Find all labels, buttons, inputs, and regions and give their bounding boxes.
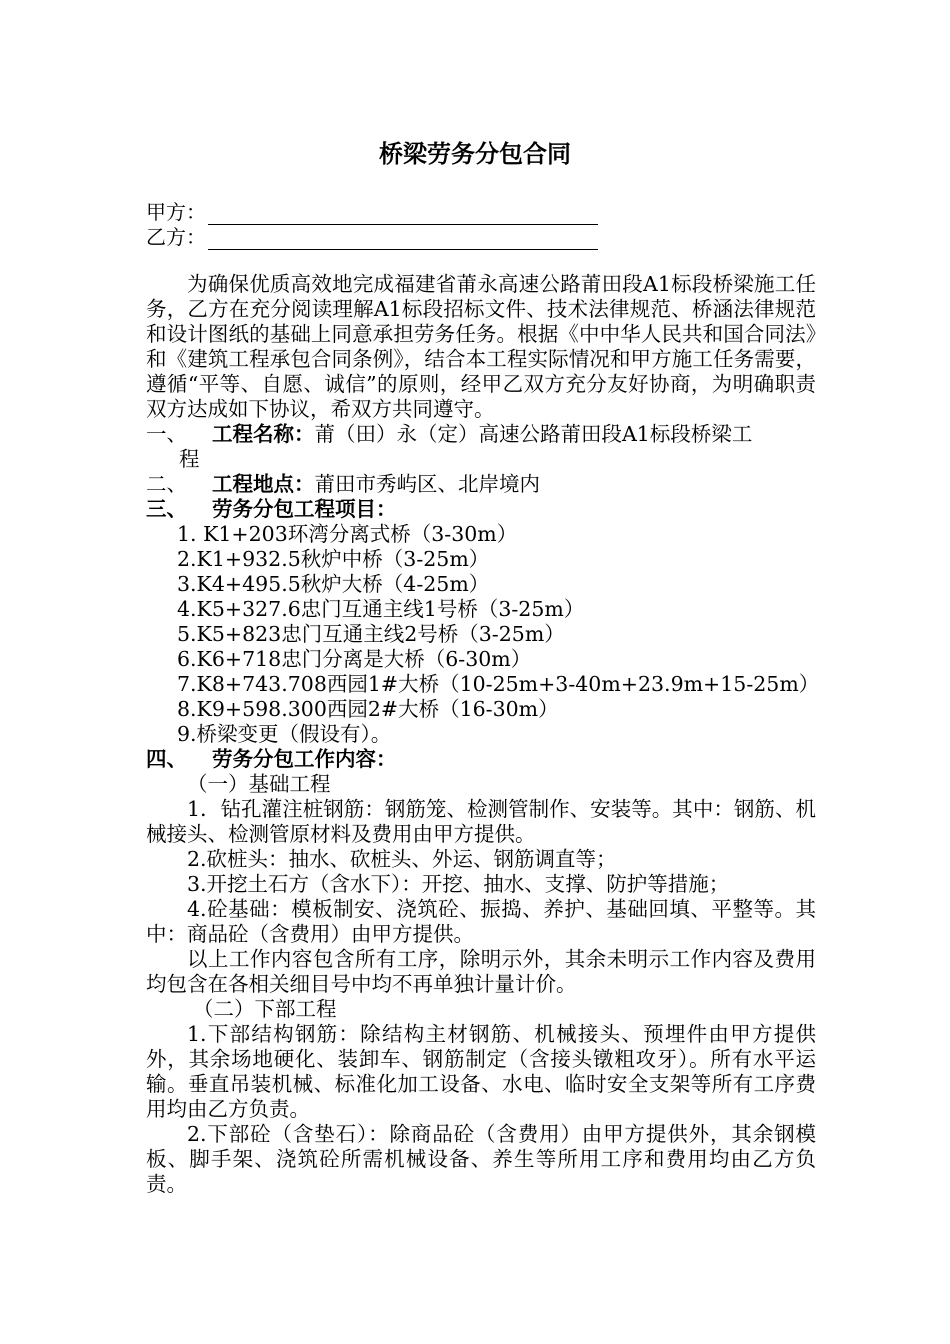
section-3-number: 三、 bbox=[146, 497, 187, 521]
list-item: 6.K6+718忠门分离是大桥（6-30m） bbox=[177, 647, 532, 671]
list-item: 8.K9+598.300西园2#大桥（16-30m） bbox=[177, 697, 559, 721]
party-b-line bbox=[146, 225, 598, 250]
list-item: 9.桥梁变更（假设有）。 bbox=[177, 722, 392, 746]
party-a-line bbox=[146, 200, 598, 225]
list-item: 3.K4+495.5秋炉大桥（4-25m） bbox=[177, 572, 490, 596]
section-1-text: 莆（田）永（定）高速公路莆田段A1标段桥梁工 bbox=[314, 422, 753, 446]
section-4-label: 劳务分包工作内容： bbox=[212, 747, 397, 771]
section-4-number: 四、 bbox=[146, 747, 187, 771]
part-2-title: （二）下部工程 bbox=[193, 997, 337, 1021]
part-1-paragraph: 2.砍桩头：抽水、砍桩头、外运、钢筋调直等； bbox=[187, 847, 617, 871]
section-2-number: 二、 bbox=[146, 472, 187, 496]
part-1-title: （一）基础工程 bbox=[187, 772, 331, 796]
part-1-paragraph: 3.开挖土石方（含水下）：开挖、抽水、支撑、防护等措施； bbox=[187, 872, 730, 896]
document-title: 桥梁劳务分包合同 bbox=[379, 140, 571, 168]
part-2-paragraph: 2.下部砼（含垫石）：除商品砼（含费用）由甲方提供外，其余钢模板、脚手架、浇筑砼所需机械设备、养生等所用工序和费用均由乙方负责。 bbox=[146, 1122, 816, 1196]
contract-body bbox=[146, 272, 820, 1197]
section-2-text: 莆田市秀屿区、北岸境内 bbox=[314, 472, 540, 496]
part-1-paragraph: 4.砼基础：模板制安、浇筑砼、振捣、养护、基础回填、平整等。其中：商品砼（含费用）由甲方提供。 bbox=[146, 897, 816, 946]
section-3-label: 劳务分包工程项目： bbox=[212, 497, 397, 521]
section-2 bbox=[146, 472, 816, 497]
section-2-label: 工程地点： bbox=[212, 472, 315, 496]
party-b-label: 乙方： bbox=[146, 225, 206, 249]
section-4 bbox=[146, 747, 816, 772]
section-1 bbox=[146, 422, 816, 447]
party-b-blank bbox=[208, 229, 598, 250]
list-item: 2.K1+932.5秋炉中桥（3-25m） bbox=[177, 547, 490, 571]
part-1-paragraph: 以上工作内容包含所有工序，除明示外，其余未明示工作内容及费用均包含在各相关细目号中均不再单独计量计价。 bbox=[146, 947, 816, 996]
section-1-text-cont: 程 bbox=[179, 447, 200, 471]
part-2-paragraph: 1.下部结构钢筋：除结构主材钢筋、机械接头、预埋件由甲方提供外，其余场地硬化、装卸车、钢筋制定（含接头镦粗攻牙）。所有水平运输。垂直吊装机械、标准化加工设备、水电、临时安全支架等所有工序费用均由乙方负责。 bbox=[146, 1022, 816, 1121]
list-item: 4.K5+327.6忠门互通主线1号桥（3-25m） bbox=[177, 597, 585, 621]
list-item: 7.K8+743.708西园1#大桥（10-25m+3-40m+23.9m+15-25m） bbox=[177, 672, 820, 696]
section-1-label: 工程名称： bbox=[212, 422, 315, 446]
list-item: 5.K5+823忠门互通主线2号桥（3-25m） bbox=[177, 622, 565, 646]
section-1-number: 一、 bbox=[146, 422, 187, 446]
section-3 bbox=[146, 497, 816, 522]
list-item: 1. K1+203环湾分离式桥（3-30m） bbox=[177, 522, 518, 546]
party-a-label: 甲方： bbox=[146, 200, 206, 224]
intro-paragraph: 为确保优质高效地完成福建省莆永高速公路莆田段A1标段桥梁施工任务，乙方在充分阅读理解A1标段招标文件、技术法律规范、桥涵法律规范和设计图纸的基础上同意承担劳务任务。根据《中中华人民共和国合同法》和《建筑工程承包合同条例》，结合本工程实际情况和甲方施工任务需要，遵循“平等、自愿、诚信”的原则，经甲乙双方充分友好协商，为明确职责双方达成如下协议，希双方共同遵守。 bbox=[146, 272, 816, 421]
part-1-paragraph: 1．钻孔灌注桩钢筋：钢筋笼、检测管制作、安装等。其中：钢筋、机械接头、检测管原材料及费用由甲方提供。 bbox=[146, 797, 816, 846]
party-a-blank bbox=[208, 204, 598, 225]
